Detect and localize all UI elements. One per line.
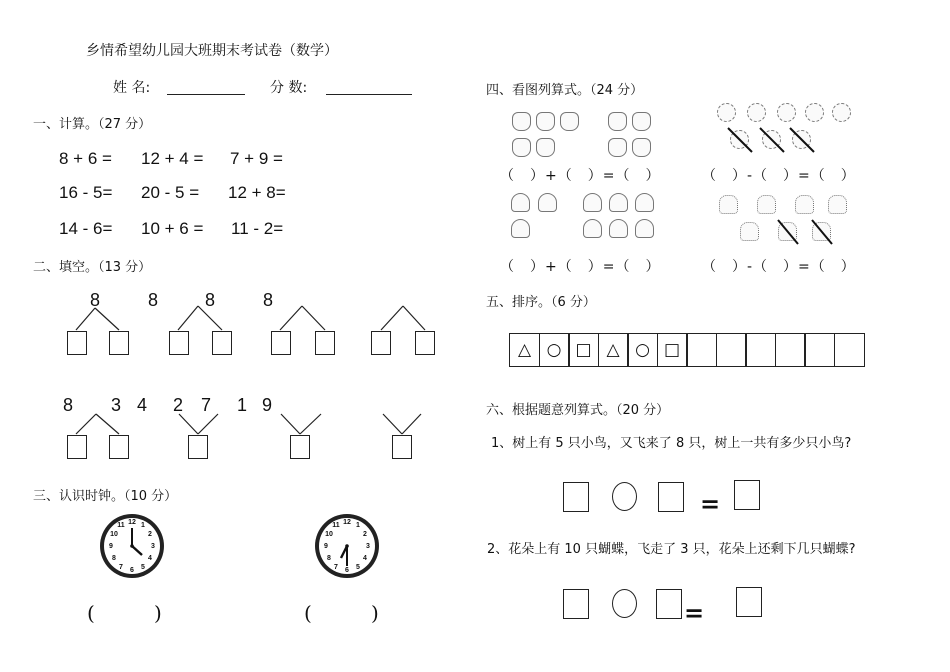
tree-number: 3: [111, 395, 122, 415]
answer-box[interactable]: [563, 589, 589, 619]
sequence-cell[interactable]: ○: [539, 333, 570, 367]
clock-number: 9: [324, 543, 328, 550]
clock-number: 6: [345, 567, 349, 574]
clock-number: 5: [141, 564, 145, 571]
section4-heading: 四、看图列算式。（24 分）: [486, 83, 644, 98]
equals-sign: =: [684, 599, 705, 627]
clock-number: 8: [112, 555, 116, 562]
sub-formula: （ ）-（ ）=（ ）: [702, 168, 856, 184]
clock-number: 6: [130, 567, 134, 574]
calc-item: 10 + 6 =: [141, 219, 204, 238]
clock-number: 7: [334, 564, 338, 571]
tree-number: 8: [205, 290, 216, 310]
sequence-cell[interactable]: △: [598, 333, 629, 367]
clock-number: 8: [327, 555, 331, 562]
calc-item: 14 - 6=: [59, 219, 113, 238]
sequence-cell[interactable]: [834, 333, 865, 367]
clock-number: 1: [356, 522, 360, 529]
calc-item: 12 + 8=: [228, 183, 286, 202]
sequence-cell[interactable]: □: [568, 333, 599, 367]
clock-number: 4: [363, 555, 367, 562]
calc-item: 7 + 9 =: [230, 149, 283, 168]
answer-box[interactable]: [736, 587, 762, 617]
question-2: 2、花朵上有 10 只蝴蝶，飞走了 3 只，花朵上还剩下几只蝴蝶?: [487, 542, 856, 557]
equals-sign: =: [700, 490, 721, 518]
operator-circle[interactable]: [612, 482, 637, 511]
sequence-cell[interactable]: [716, 333, 747, 367]
sequence-row: [509, 333, 865, 367]
tree-number: 7: [201, 395, 212, 415]
clock-number: 3: [151, 543, 155, 550]
clock-number: 10: [110, 531, 118, 538]
answer-box[interactable]: [656, 589, 682, 619]
clock-answer-open: (: [304, 601, 312, 625]
clock-number: 10: [325, 531, 333, 538]
clock-number: 3: [366, 543, 370, 550]
clock-number: 5: [356, 564, 360, 571]
tree-number: 8: [148, 290, 159, 310]
tree-number: 8: [90, 290, 101, 310]
calc-item: 12 + 4 =: [141, 149, 204, 168]
clock-number: 11: [332, 522, 340, 529]
sequence-cell[interactable]: [745, 333, 776, 367]
sub-formula: （ ）-（ ）=（ ）: [702, 259, 856, 275]
clock-number: 2: [363, 531, 367, 538]
tree-number: 2: [173, 395, 184, 415]
section2-heading: 二、填空。（13 分）: [33, 260, 152, 275]
clock-number: 7: [119, 564, 123, 571]
tree-number: 8: [63, 395, 74, 415]
tree-number: 8: [263, 290, 274, 310]
clock-number: 12: [128, 519, 136, 526]
clock-number: 4: [148, 555, 152, 562]
operator-circle[interactable]: [612, 589, 637, 618]
clock-number: 2: [148, 531, 152, 538]
answer-box[interactable]: [563, 482, 589, 512]
calc-item: 20 - 5 =: [141, 183, 200, 202]
clock-answer-close: ): [154, 601, 162, 625]
calc-item: 8 + 6 =: [59, 149, 112, 168]
answer-box[interactable]: [658, 482, 684, 512]
clock-number: 9: [109, 543, 113, 550]
calc-item: 16 - 5=: [59, 183, 113, 202]
clock-number: 12: [343, 519, 351, 526]
add-formula: （ ）+（ ）=（ ）: [500, 168, 661, 184]
tree-number: 9: [262, 395, 273, 415]
section3-heading: 三、认识时钟。（10 分）: [33, 489, 178, 504]
tree-number: 1: [237, 395, 248, 415]
add-formula: （ ）+（ ）=（ ）: [500, 259, 661, 275]
section6-heading: 六、根据题意列算式。（20 分）: [486, 403, 670, 418]
score-label: 分 数:: [270, 80, 308, 96]
tree-number: 4: [137, 395, 148, 415]
sequence-cell[interactable]: [804, 333, 835, 367]
answer-box[interactable]: [734, 480, 760, 510]
clock-number: 1: [141, 522, 145, 529]
page-title: 乡情希望幼儿园大班期末考试卷（数学）: [86, 43, 338, 59]
clock-answer-open: (: [87, 601, 95, 625]
section1-heading: 一、计算。（27 分）: [33, 117, 152, 132]
section5-heading: 五、排序。（6 分）: [486, 295, 596, 310]
question-1: 1、树上有 5 只小鸟，又飞来了 8 只，树上一共有多少只小鸟?: [491, 436, 852, 451]
name-label: 姓 名:: [113, 80, 151, 96]
sequence-cell[interactable]: [686, 333, 717, 367]
clock-answer-close: ): [371, 601, 379, 625]
clock-number: 11: [117, 522, 125, 529]
sequence-cell[interactable]: ○: [627, 333, 658, 367]
calc-item: 11 - 2=: [231, 219, 284, 238]
sequence-cell[interactable]: □: [657, 333, 688, 367]
sequence-cell[interactable]: △: [509, 333, 540, 367]
sequence-cell[interactable]: [775, 333, 806, 367]
